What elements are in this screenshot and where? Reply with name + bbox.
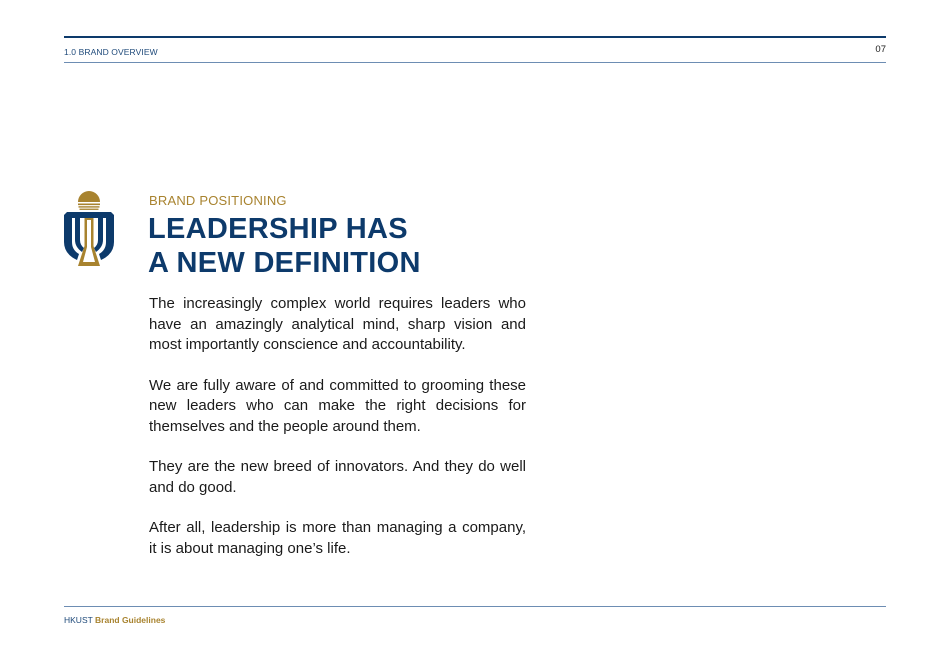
hkust-logo-icon [63, 190, 115, 270]
paragraph: They are the new breed of innovators. And they do well and do good. [149, 458, 526, 496]
footer-title: Brand Guidelines [95, 615, 166, 625]
headline-line-1: LEADERSHIP HAS [148, 213, 408, 245]
headline-line-2: A NEW DEFINITION [148, 247, 421, 279]
body-copy [149, 294, 526, 579]
footer-divider [64, 606, 886, 607]
paragraph: We are fully aware of and committed to grooming these new leaders who can make the right decisions for themselves and the people around them. [149, 376, 526, 435]
paragraph: The increasingly complex world requires leaders who have an amazingly analytical mind, sharp vision and most importantly conscience and accountability. [149, 295, 526, 353]
top-rule [64, 36, 886, 38]
page-number: 07 [875, 44, 886, 55]
paragraph: After all, leadership is more than managing a company, it is about managing one’s life. [149, 519, 526, 557]
footer-brand: HKUST [64, 615, 93, 625]
section-label: 1.0 BRAND OVERVIEW [64, 47, 158, 57]
footer [64, 615, 165, 625]
header-divider [64, 62, 886, 63]
headline [148, 212, 421, 280]
section-eyebrow: BRAND POSITIONING [149, 193, 287, 208]
